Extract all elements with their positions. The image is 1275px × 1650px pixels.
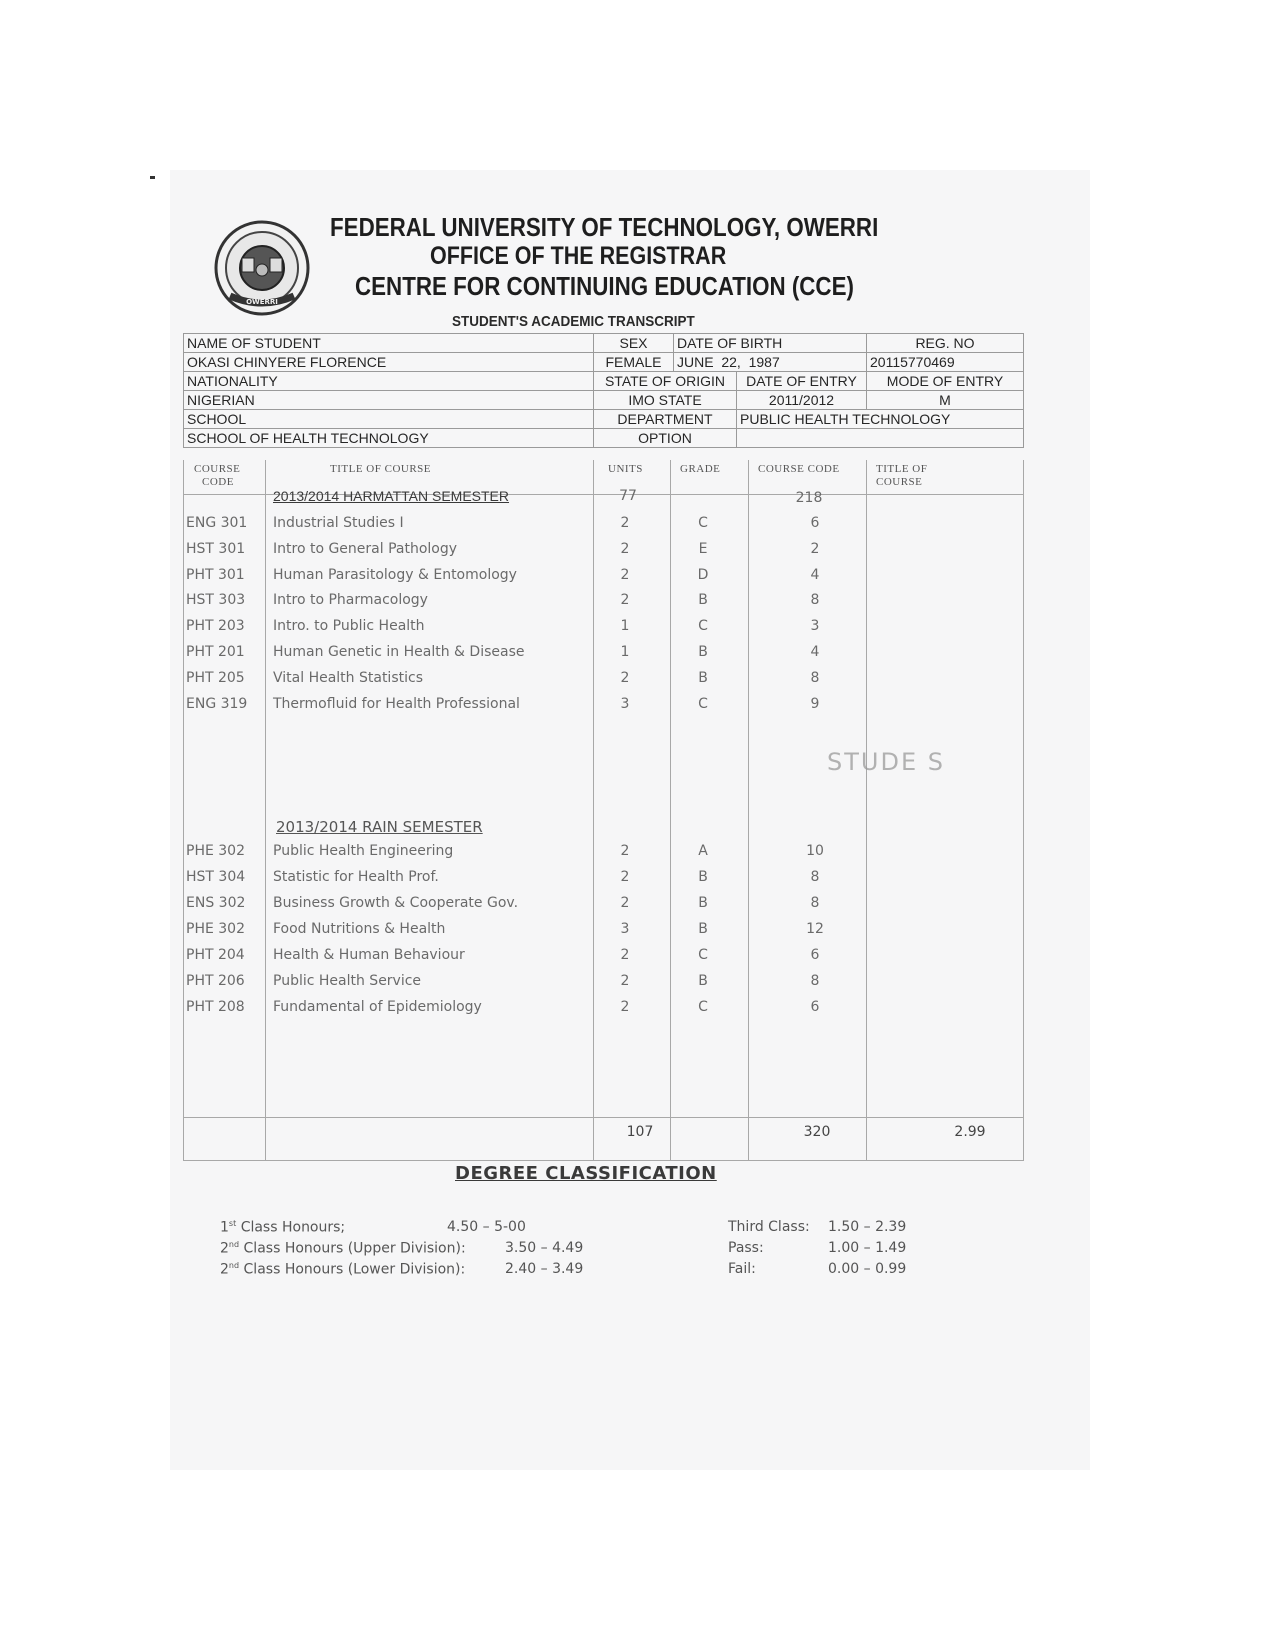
course-code: PHT 205: [186, 669, 245, 686]
course-points: 12: [806, 921, 824, 937]
course-grade: C: [698, 618, 708, 635]
fail-range: 0.00 – 0.99: [828, 1261, 907, 1277]
student-entry-mode: M: [867, 391, 1024, 410]
course-units: 2: [620, 999, 630, 1015]
course-code: PHT 301: [186, 566, 245, 583]
course-code: ENG 319: [186, 695, 248, 712]
course-title: Intro. to Public Health: [273, 618, 425, 635]
course-units: 1: [620, 618, 630, 635]
course-grade: B: [698, 644, 708, 660]
lower-division-range: 2.40 – 3.49: [505, 1261, 584, 1277]
pass-label: Pass:: [728, 1240, 764, 1256]
grid-col-3: [670, 460, 671, 1160]
harmattan-units-total: 77: [619, 488, 637, 504]
course-grade: B: [698, 669, 708, 686]
course-title: Human Parasitology & Entomology: [273, 566, 517, 583]
course-title: Statistic for Health Prof.: [273, 869, 439, 885]
course-title: Human Genetic in Health & Disease: [273, 644, 525, 660]
seal-text: OWERRI: [246, 298, 278, 306]
course-units: 3: [620, 695, 630, 712]
scan-mark: [150, 176, 155, 179]
course-title: Public Health Engineering: [273, 843, 454, 859]
name-label: NAME OF STUDENT: [184, 334, 594, 353]
grid-border-bottom: [183, 1160, 1024, 1161]
entry-mode-label: MODE OF ENTRY: [867, 372, 1024, 391]
department-label: DEPARTMENT: [594, 410, 737, 429]
office-name: OFFICE OF THE REGISTRAR: [430, 242, 727, 270]
student-state: IMO STATE: [594, 391, 737, 410]
course-grade: B: [698, 592, 708, 609]
course-title: Intro to General Pathology: [273, 540, 458, 557]
pass-range: 1.00 – 1.49: [828, 1240, 907, 1256]
col-units-header: UNITS: [608, 463, 643, 475]
course-points: 8: [810, 973, 820, 989]
lower-division-row: 2nd Class Honours (Lower Division):: [220, 1261, 466, 1278]
course-points: 8: [810, 869, 820, 885]
course-code: PHT 206: [186, 973, 245, 989]
course-code: PHT 203: [186, 618, 245, 635]
course-code: HST 304: [186, 869, 246, 885]
student-reg: 20115770469: [867, 353, 1024, 372]
course-points: 10: [806, 843, 824, 859]
course-title: Thermofluid for Health Professional: [273, 695, 520, 712]
grid-col-4: [748, 460, 749, 1160]
col-title-header: TITLE OF COURSE: [330, 463, 431, 475]
university-seal-logo: [212, 218, 312, 318]
course-title: Vital Health Statistics: [273, 669, 423, 686]
course-points: 8: [810, 895, 820, 911]
course-grade: E: [698, 540, 708, 557]
course-grade: B: [698, 921, 708, 937]
course-units: 2: [620, 515, 630, 531]
course-code: HST 303: [186, 592, 246, 609]
student-entry-date: 2011/2012: [737, 391, 867, 410]
school-label: SCHOOL: [184, 410, 594, 429]
upper-division-range: 3.50 – 4.49: [505, 1240, 584, 1256]
course-title: Intro to Pharmacology: [273, 592, 428, 609]
course-grade: B: [698, 973, 708, 989]
total-units: 107: [626, 1124, 654, 1140]
course-code: PHE 302: [186, 921, 245, 937]
student-option: [737, 429, 1024, 448]
student-department: PUBLIC HEALTH TECHNOLOGY: [737, 410, 1024, 429]
rain-semester-heading: 2013/2014 RAIN SEMESTER: [276, 818, 483, 836]
course-title: Fundamental of Epidemiology: [273, 999, 482, 1015]
course-units: 2: [620, 669, 630, 686]
upper-division-row: 2nd Class Honours (Upper Division):: [220, 1240, 466, 1257]
course-title: Public Health Service: [273, 973, 422, 989]
course-units: 2: [620, 592, 630, 609]
course-units: 2: [620, 947, 630, 963]
grid-col-2: [593, 460, 594, 1160]
student-nationality: NIGERIAN: [184, 391, 594, 410]
course-units: 3: [620, 921, 630, 937]
course-grade: B: [698, 869, 708, 885]
course-units: 2: [620, 895, 630, 911]
student-sex: FEMALE: [594, 353, 674, 372]
state-label: STATE OF ORIGIN: [594, 372, 737, 391]
student-dob: JUNE 22, 1987: [674, 353, 867, 372]
sex-label: SEX: [594, 334, 674, 353]
grid-border-right: [1023, 460, 1024, 1160]
course-title: Health & Human Behaviour: [273, 947, 465, 963]
third-class-range: 1.50 – 2.39: [828, 1219, 907, 1235]
student-name: OKASI CHINYERE FLORENCE: [184, 353, 594, 372]
course-code: PHE 302: [186, 843, 245, 859]
course-units: 2: [620, 869, 630, 885]
reg-label: REG. NO: [867, 334, 1024, 353]
cgpa: 2.99: [954, 1124, 986, 1140]
course-code: PHT 208: [186, 999, 245, 1015]
grid-col-1: [265, 460, 266, 1160]
course-units: 2: [620, 540, 630, 557]
total-points: 320: [803, 1124, 831, 1140]
course-grade: A: [698, 843, 708, 859]
course-title: Business Growth & Cooperate Gov.: [273, 895, 519, 911]
course-points: 6: [810, 947, 820, 963]
student-info-table: [183, 333, 1024, 448]
first-class-range: 4.50 – 5-00: [447, 1219, 526, 1235]
course-points: 6: [810, 999, 820, 1015]
course-points: 2: [810, 540, 820, 557]
course-code: ENG 301: [186, 515, 248, 531]
course-grade: C: [698, 695, 708, 712]
col-course-code-header: COURSE CODE: [194, 463, 241, 488]
course-grade: D: [697, 566, 709, 583]
course-units: 2: [620, 566, 630, 583]
third-class-label: Third Class:: [728, 1219, 810, 1235]
course-points: 4: [810, 644, 820, 660]
course-grade: B: [698, 895, 708, 911]
course-code: PHT 201: [186, 644, 245, 660]
col-title2-header: TITLE OF COURSE: [876, 463, 928, 488]
course-points: 3: [810, 618, 820, 635]
grid-col-5: [866, 460, 867, 1160]
course-grade: C: [698, 947, 708, 963]
course-title: Food Nutritions & Health: [273, 921, 446, 937]
course-points: 8: [810, 592, 820, 609]
course-units: 2: [620, 843, 630, 859]
course-title: Industrial Studies I: [273, 515, 404, 531]
harmattan-semester-heading: 2013/2014 HARMATTAN SEMESTER: [273, 488, 510, 504]
fail-label: Fail:: [728, 1261, 756, 1277]
course-code: HST 301: [186, 540, 246, 557]
course-units: 2: [620, 973, 630, 989]
course-points: 8: [810, 669, 820, 686]
course-points: 9: [810, 695, 820, 712]
option-label: OPTION: [594, 429, 737, 448]
degree-classification-title: DEGREE CLASSIFICATION: [455, 1163, 717, 1184]
entry-date-label: DATE OF ENTRY: [737, 372, 867, 391]
grid-border-left: [183, 460, 184, 1160]
course-points: 6: [810, 515, 820, 531]
course-units: 1: [620, 644, 630, 660]
stamp-impression: STUDE S: [827, 748, 945, 776]
centre-name: CENTRE FOR CONTINUING EDUCATION (CCE): [355, 271, 854, 301]
col-course-code2-header: COURSE CODE: [758, 463, 840, 475]
course-grade: C: [698, 515, 708, 531]
dob-label: DATE OF BIRTH: [674, 334, 867, 353]
first-class-row: 1st Class Honours;: [220, 1219, 346, 1236]
harmattan-points-total: 218: [795, 490, 823, 506]
nationality-label: NATIONALITY: [184, 372, 594, 391]
course-points: 4: [810, 566, 820, 583]
course-grade: C: [698, 999, 708, 1015]
col-grade-header: GRADE: [680, 463, 721, 475]
course-code: ENS 302: [186, 895, 246, 911]
document-title: STUDENT'S ACADEMIC TRANSCRIPT: [452, 313, 695, 330]
student-school: SCHOOL OF HEALTH TECHNOLOGY: [184, 429, 594, 448]
university-name: FEDERAL UNIVERSITY OF TECHNOLOGY, OWERRI: [330, 212, 879, 242]
course-code: PHT 204: [186, 947, 245, 963]
grid-total-rule: [183, 1117, 1024, 1118]
